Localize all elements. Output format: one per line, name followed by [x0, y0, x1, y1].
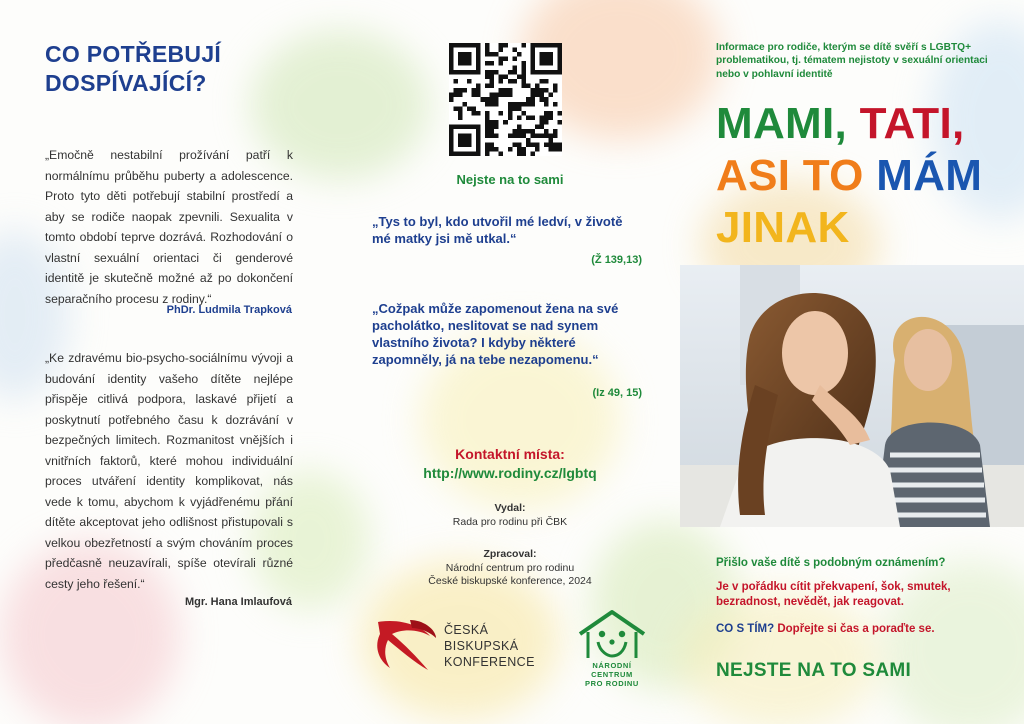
contact-heading: Kontaktní místa: — [455, 446, 565, 462]
headline-word-tati: TATI, — [859, 99, 965, 148]
quote-author-imlaufova: Mgr. Hana Imlaufová — [185, 596, 292, 608]
ncr-line-3: PRO RODINU — [585, 679, 639, 688]
advice-text: Dopřejte si čas a poraďte se. — [777, 623, 935, 635]
question-text: Přišlo vaše dítě s podobným oznámením? — [716, 557, 946, 569]
middle-panel — [340, 0, 680, 724]
bible-verse-1-ref: (Ž 139,13) — [591, 254, 642, 266]
headline-word-mami: MAMI, — [716, 99, 848, 148]
left-panel — [0, 0, 340, 724]
headline-word-asi-to: ASI TO — [716, 151, 864, 200]
prepared-line-2: České biskupské konference, 2024 — [428, 575, 592, 587]
ckb-line-2: BISKUPSKÁ — [444, 639, 519, 653]
published-by: Rada pro rodinu při ČBK — [452, 516, 568, 528]
prepared-line-1: Národní centrum pro rodinu — [445, 562, 575, 574]
headline-word-jinak: JINAK — [716, 203, 850, 252]
ckb-logo-text — [444, 622, 535, 670]
headline-word-mam: MÁM — [876, 151, 983, 200]
left-panel-title: CO POTŘEBUJÍ DOSPÍVAJÍCÍ? — [45, 41, 222, 96]
ncr-line-1: NÁRODNÍ — [592, 661, 632, 670]
tagline: Nejste na to sami — [456, 172, 564, 187]
advice-line — [716, 622, 1016, 637]
ncr-line-2: CENTRUM — [591, 670, 633, 679]
quote-imlaufova: „Ke zdravému bio-psycho-sociálnímu vývoji a budování identity vašeho dítěte nejlépe přispěje citlivá podpora, laskavé přijetí a poskytnutí potřebného času k dozrávání v bezpečných limitech. Rozmanitost vnějších i vnitřních faktorů, které mohou individuální proces utváření identity komplikovat, nás vede k tomu, abychom k vyjádřenému přání dítěte akceptovat jeho odlišnost přistupovali s velkou obezřetností a svým chováním proces předčasně neuzavírali, spíše otevírali různé cesty jeho řešení.“ — [45, 351, 293, 591]
ncr-house-logo-icon — [572, 608, 652, 662]
bible-verse-2-ref: (Iz 49, 15) — [592, 387, 642, 399]
qr-code-icon[interactable] — [449, 43, 562, 156]
quote-trapkova: „Emočně nestabilní prožívání patří k normálnímu průběhu puberty a adolescence. Proto tyto děti potřebují stabilní prostředí a aby se rodiče naopak zpevnili. Sexualita v tomto období teprve dozrává. Rozhodování o vlastní sexuální orientaci či genderové identitě je skutečně možné až po dokončení separačního procesu z rodiny.“ — [45, 148, 293, 306]
prepared-by — [340, 562, 680, 588]
ckb-logo-icon — [370, 616, 440, 674]
prepared-label: Zpracoval: — [483, 548, 537, 560]
main-headline — [716, 98, 1016, 254]
quote-author-trapkova: PhDr. Ludmila Trapková — [166, 304, 292, 316]
feelings-text: Je v pořádku cítit překvapení, šok, smutek, bezradnost, nevědět, jak reagovat. — [716, 581, 951, 608]
ncr-logo-text — [562, 661, 662, 688]
mother-daughter-photo — [680, 265, 1024, 527]
ckb-line-3: KONFERENCE — [444, 655, 535, 669]
right-panel — [680, 0, 1024, 724]
closing-slogan: NEJSTE NA TO SAMI — [716, 660, 912, 681]
contact-link[interactable]: http://www.rodiny.cz/lgbtq — [423, 465, 597, 481]
intro-text: Informace pro rodiče, kterým se dítě svěří s LGBTQ+ problematikou, tj. tématem nejistoty v sexuální orientaci nebo v pohlavní identitě — [716, 42, 988, 80]
ckb-line-1: ČESKÁ — [444, 623, 489, 637]
bible-verse-1: „Tys to byl, kdo utvořil mé ledví, v životě mé matky jsi mě utkal.“ — [372, 214, 623, 246]
published-label: Vydal: — [494, 502, 526, 514]
bible-verse-2: „Cožpak může zapomenout žena na své pacholátko, neslitovat se nad synem vlastního života? I kdyby některé zapomněly, já na tebe nezapomenu.“ — [372, 301, 619, 367]
advice-prefix: CO S TÍM? — [716, 623, 775, 635]
